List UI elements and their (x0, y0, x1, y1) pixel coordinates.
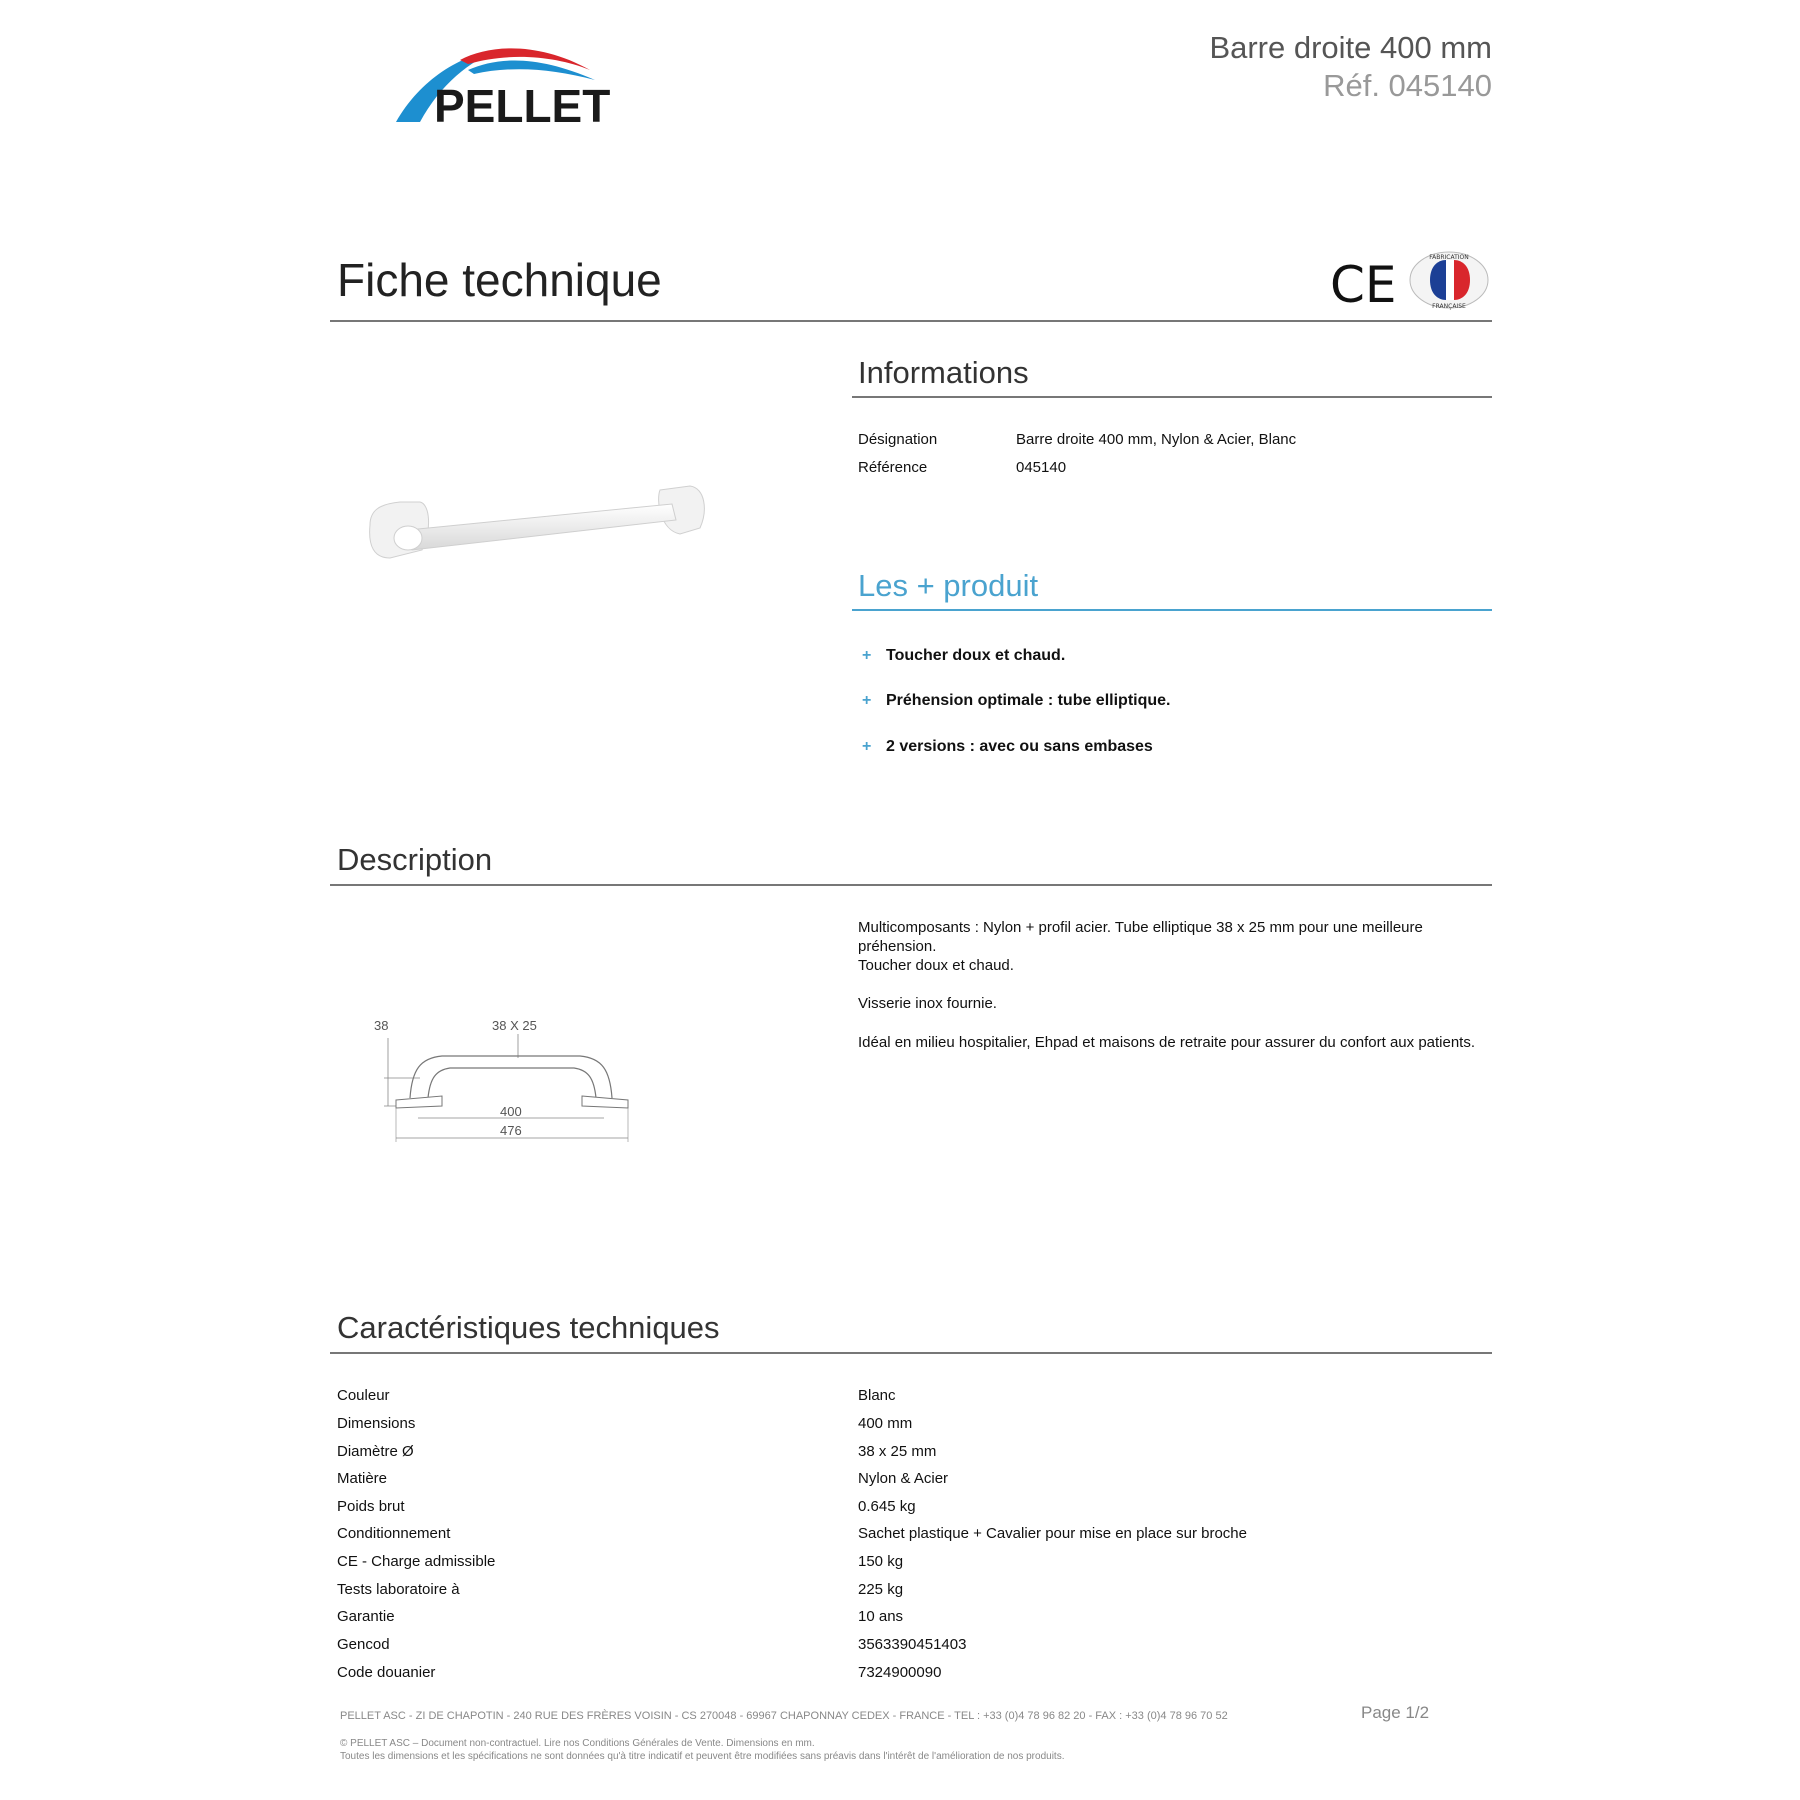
technical-drawing (370, 1010, 670, 1160)
plus-item-text: Préhension optimale : tube elliptique. (886, 692, 1171, 709)
spec-label: Poids brut (337, 1498, 405, 1515)
spec-label: Gencod (337, 1636, 390, 1653)
spec-row (337, 1636, 1487, 1660)
spec-row (337, 1415, 1487, 1439)
spec-row (337, 1581, 1487, 1605)
spec-row (337, 1525, 1487, 1549)
footer-address: PELLET ASC - ZI DE CHAPOTIN - 240 RUE DES FRÈRES VOISIN - CS 270048 - 69967 CHAPONNAY CEDEX - FRANCE - TEL : +33 (0)4 78 96 82 20 - FAX : +33 (0)4 78 96 70 52 (340, 1710, 1228, 1722)
description-paragraph: Toucher doux et chaud. (858, 957, 1014, 974)
product-image (360, 470, 720, 580)
logo-text: PELLET (434, 80, 611, 130)
description-divider (330, 884, 1492, 886)
plus-item (862, 692, 1170, 710)
info-value: Barre droite 400 mm, Nylon & Acier, Blanc (1016, 431, 1297, 448)
plus-produit-heading: Les + produit (858, 568, 1039, 603)
spec-row (337, 1387, 1487, 1411)
spec-value: Blanc (858, 1387, 896, 1404)
spec-row (337, 1664, 1487, 1688)
spec-value: Sachet plastique + Cavalier pour mise en place sur broche (858, 1525, 1247, 1542)
plus-item (862, 647, 1065, 665)
description-heading: Description (337, 842, 493, 877)
fiche-divider (330, 320, 1492, 322)
informations-divider (852, 396, 1492, 398)
plus-item (862, 738, 1153, 756)
spec-row (337, 1443, 1487, 1467)
header-reference: Réf. 045140 (1323, 68, 1492, 103)
spec-value: 7324900090 (858, 1664, 942, 1681)
description-paragraph: Idéal en milieu hospitalier, Ehpad et maisons de retraite pour assurer du confort aux patients. (858, 1034, 1476, 1051)
svg-text:FABRICATION: FABRICATION (1429, 254, 1469, 261)
spec-row (337, 1553, 1487, 1577)
spec-label: CE - Charge admissible (337, 1553, 496, 1570)
spec-row (337, 1608, 1487, 1632)
dim-length-total-label: 476 (500, 1123, 522, 1138)
footer-legal-line: © PELLET ASC – Document non-contractuel. Lire nos Conditions Générales de Vente. Dimensions en mm. (340, 1738, 815, 1749)
spec-value: 150 kg (858, 1553, 904, 1570)
dim-section-label: 38 X 25 (492, 1018, 537, 1033)
dim-length-inner-label: 400 (500, 1104, 522, 1119)
spec-row (337, 1498, 1487, 1522)
spec-label: Dimensions (337, 1415, 416, 1432)
page-number: Page 1/2 (1361, 1703, 1430, 1722)
pellet-logo (390, 40, 640, 130)
spec-value: 400 mm (858, 1415, 913, 1432)
description-paragraph: Multicomposants : Nylon + profil acier. Tube elliptique 38 x 25 mm pour une meilleure préhension. (858, 919, 1423, 955)
plus-icon: + (862, 692, 872, 709)
dim-height-label: 38 (374, 1018, 389, 1033)
info-value: 045140 (1016, 459, 1067, 476)
plus-icon: + (862, 647, 872, 664)
ce-mark-icon (1330, 258, 1400, 308)
spec-label: Garantie (337, 1608, 395, 1625)
caracteristiques-divider (330, 1352, 1492, 1354)
spec-value: 38 x 25 mm (858, 1443, 937, 1460)
plus-item-text: Toucher doux et chaud. (886, 647, 1066, 664)
plus-item-text: 2 versions : avec ou sans embases (886, 738, 1153, 755)
info-label: Désignation (858, 431, 938, 448)
fabrication-francaise-badge-icon (1408, 250, 1490, 310)
svg-text:FRANÇAISE: FRANÇAISE (1432, 303, 1466, 310)
caracteristiques-heading: Caractéristiques techniques (337, 1310, 720, 1345)
page-title: Fiche technique (337, 254, 662, 306)
spec-label: Matière (337, 1470, 388, 1487)
spec-value: 3563390451403 (858, 1636, 967, 1653)
plus-produit-divider (852, 609, 1492, 611)
spec-label: Diamètre Ø (337, 1443, 414, 1460)
info-label: Référence (858, 459, 928, 476)
spec-value: 225 kg (858, 1581, 904, 1598)
footer-legal-line: Toutes les dimensions et les spécifications ne sont données qu'à titre indicatif et peuvent être modifiées sans préavis dans l'intérêt de l'amélioration de nos produits. (340, 1751, 1065, 1762)
informations-heading: Informations (858, 355, 1029, 390)
spec-value: 0.645 kg (858, 1498, 916, 1515)
spec-label: Couleur (337, 1387, 390, 1404)
header-product-title: Barre droite 400 mm (1209, 30, 1492, 65)
svg-text:CE: CE (1330, 258, 1397, 308)
spec-label: Tests laboratoire à (337, 1581, 460, 1598)
spec-label: Conditionnement (337, 1525, 451, 1542)
description-paragraph: Visserie inox fournie. (858, 995, 997, 1012)
spec-row (337, 1470, 1487, 1494)
spec-value: 10 ans (858, 1608, 904, 1625)
spec-label: Code douanier (337, 1664, 436, 1681)
spec-value: Nylon & Acier (858, 1470, 949, 1487)
plus-icon: + (862, 738, 872, 755)
